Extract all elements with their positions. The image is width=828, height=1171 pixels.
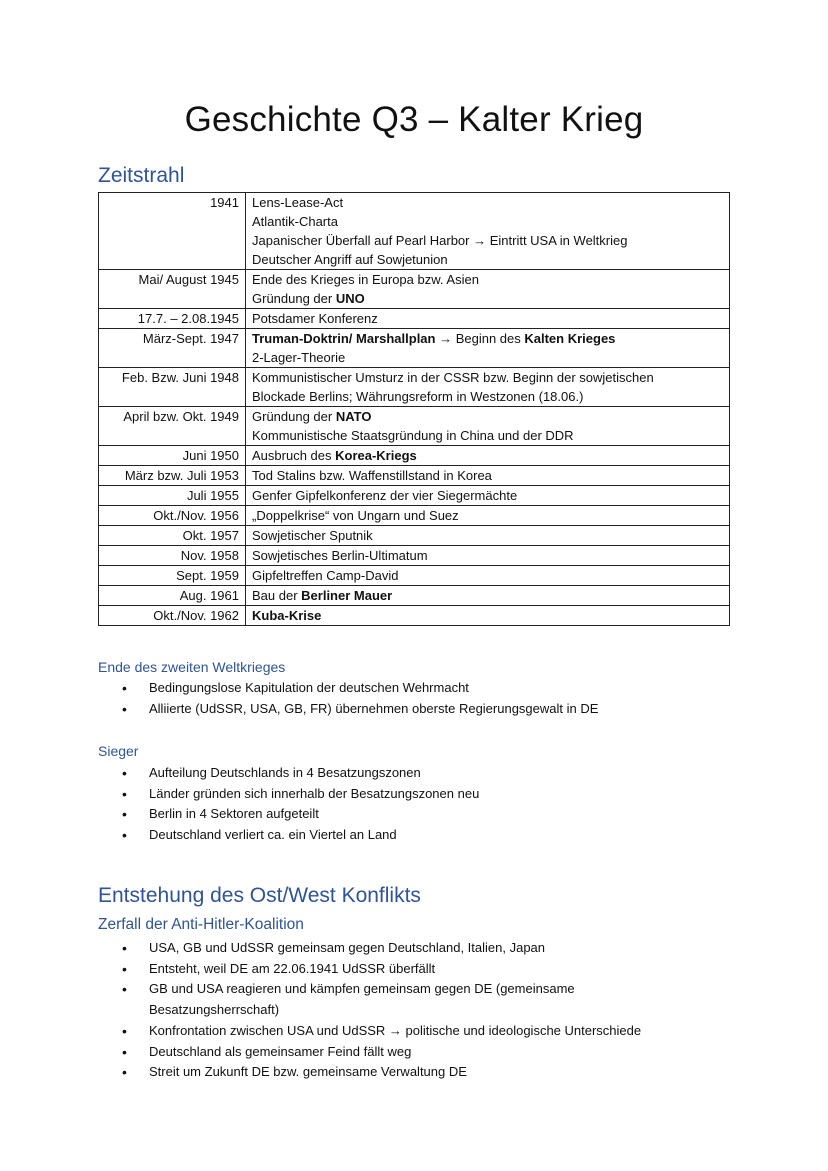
- bold-text: Berliner Mauer: [301, 588, 393, 603]
- list-item: • Deutschland verliert ca. ein Viertel an Land: [98, 825, 698, 846]
- table-row: [99, 546, 730, 566]
- table-row: [99, 193, 730, 270]
- table-row: [99, 506, 730, 526]
- table-row: [99, 309, 730, 329]
- page-title: Geschichte Q3 – Kalter Krieg: [184, 100, 644, 139]
- text-run: Gründung der: [252, 409, 336, 424]
- table-row: [99, 566, 730, 586]
- list-item: • GB und USA reagieren und kämpfen gemeinsam gegen DE (gemeinsame Besatzungsherrschaft): [98, 979, 698, 1020]
- list-entstehung: [98, 938, 698, 1083]
- timeline-date: 1941: [99, 193, 246, 270]
- timeline-event-line: [252, 606, 723, 625]
- table-row: [99, 329, 730, 368]
- timeline-date: Okt./Nov. 1956: [99, 506, 246, 526]
- timeline-events: [246, 446, 730, 466]
- text-run: Tod Stalins bzw. Waffenstillstand in Korea: [252, 468, 492, 483]
- bold-text: UNO: [335, 291, 365, 306]
- bold-text: Kuba-Krise: [252, 608, 322, 623]
- table-row: [99, 407, 730, 446]
- list-ende-weltkrieg: [98, 678, 698, 719]
- table-row: [99, 586, 730, 606]
- text-run: „Doppelkrise“ von Ungarn und Suez: [252, 508, 459, 523]
- timeline-events: [246, 526, 730, 546]
- timeline-event-line: [252, 368, 723, 387]
- table-row: [99, 368, 730, 407]
- text-run: 2-Lager-Theorie: [252, 350, 346, 365]
- table-row: [99, 486, 730, 506]
- heading-ende-weltkrieg: Ende des zweiten Weltkrieges: [98, 659, 286, 675]
- text-run: → Beginn des: [435, 331, 525, 346]
- list-item: • Länder gründen sich innerhalb der Besatzungszonen neu: [98, 784, 698, 805]
- timeline-date: März bzw. Juli 1953: [99, 466, 246, 486]
- bold-text: NATO: [335, 409, 372, 424]
- list-item: • Deutschland als gemeinsamer Feind fällt weg: [98, 1042, 698, 1063]
- timeline-table: [98, 192, 730, 626]
- heading-zeitstrahl: Zeitstrahl: [98, 164, 185, 187]
- timeline-date: Sept. 1959: [99, 566, 246, 586]
- timeline-event-line: [252, 329, 723, 348]
- timeline-date: Okt./Nov. 1962: [99, 606, 246, 626]
- text-run: Sowjetischer Sputnik: [252, 528, 373, 543]
- heading-zerfall: Zerfall der Anti-Hitler-Koalition: [98, 916, 304, 933]
- text-run: Kommunistischer Umsturz in der CSSR bzw. Beginn der sowjetischen: [252, 370, 654, 385]
- list-item: • Alliierte (UdSSR, USA, GB, FR) übernehmen oberste Regierungsgewalt in DE: [98, 699, 698, 720]
- table-row: [99, 466, 730, 486]
- text-run: Kommunistische Staatsgründung in China und der DDR: [252, 428, 574, 443]
- text-run: Potsdamer Konferenz: [252, 311, 378, 326]
- timeline-event-line: [252, 270, 723, 289]
- list-item: • Entsteht, weil DE am 22.06.1941 UdSSR überfällt: [98, 959, 698, 980]
- timeline-events: [246, 566, 730, 586]
- timeline-date: Juli 1955: [99, 486, 246, 506]
- text-run: Sowjetisches Berlin-Ultimatum: [252, 548, 428, 563]
- timeline-events: [246, 329, 730, 368]
- list-item: • Berlin in 4 Sektoren aufgeteilt: [98, 804, 698, 825]
- timeline-event-line: [252, 426, 723, 445]
- timeline-event-line: [252, 466, 723, 485]
- timeline-events: [246, 368, 730, 407]
- timeline-date: Okt. 1957: [99, 526, 246, 546]
- list-item: • Konfrontation zwischen USA und UdSSR → politische und ideologische Unterschiede: [98, 1021, 698, 1042]
- list-item: • USA, GB und UdSSR gemeinsam gegen Deutschland, Italien, Japan: [98, 938, 698, 959]
- heading-sieger: Sieger: [98, 743, 139, 759]
- text-run: Gipfeltreffen Camp-David: [252, 568, 399, 583]
- bold-text: Korea-Kriegs: [335, 448, 417, 463]
- timeline-event-line: [252, 446, 723, 465]
- text-run: Deutscher Angriff auf Sowjetunion: [252, 252, 448, 267]
- heading-entstehung: Entstehung des Ost/West Konflikts: [98, 884, 421, 907]
- text-run: Genfer Gipfelkonferenz der vier Siegermächte: [252, 488, 518, 503]
- timeline-event-line: [252, 212, 723, 231]
- table-row: [99, 526, 730, 546]
- timeline-date: Juni 1950: [99, 446, 246, 466]
- text-run: Bau der: [252, 588, 302, 603]
- timeline-events: [246, 466, 730, 486]
- timeline-events: [246, 270, 730, 309]
- bold-text: Kalten Krieges: [524, 331, 616, 346]
- timeline-events: [246, 193, 730, 270]
- text-run: Gründung der: [252, 291, 336, 306]
- table-row: [99, 270, 730, 309]
- timeline-events: [246, 606, 730, 626]
- timeline-event-line: [252, 546, 723, 565]
- timeline-event-line: [252, 193, 723, 212]
- timeline-event-line: [252, 289, 723, 308]
- timeline-event-line: [252, 309, 723, 328]
- table-row: [99, 446, 730, 466]
- list-item: • Bedingungslose Kapitulation der deutschen Wehrmacht: [98, 678, 698, 699]
- timeline-event-line: [252, 250, 723, 269]
- timeline-event-line: [252, 486, 723, 505]
- timeline-date: Nov. 1958: [99, 546, 246, 566]
- table-row: [99, 606, 730, 626]
- timeline-events: [246, 586, 730, 606]
- text-run: Japanischer Überfall auf Pearl Harbor → Eintritt USA in Weltkrieg: [252, 233, 628, 248]
- timeline-event-line: [252, 526, 723, 545]
- text-run: Lens-Lease-Act: [252, 195, 344, 210]
- text-run: Ende des Krieges in Europa bzw. Asien: [252, 272, 479, 287]
- timeline-event-line: [252, 586, 723, 605]
- timeline-event-line: [252, 506, 723, 525]
- timeline-events: [246, 486, 730, 506]
- list-item: • Streit um Zukunft DE bzw. gemeinsame Verwaltung DE: [98, 1062, 698, 1083]
- timeline-date: Mai/ August 1945: [99, 270, 246, 309]
- timeline-event-line: [252, 407, 723, 426]
- timeline-event-line: [252, 231, 723, 250]
- bold-text: Truman-Doktrin/ Marshallplan: [252, 331, 436, 346]
- timeline-date: März-Sept. 1947: [99, 329, 246, 368]
- timeline-event-line: [252, 387, 723, 406]
- timeline-events: [246, 309, 730, 329]
- text-run: Atlantik-Charta: [252, 214, 338, 229]
- timeline-event-line: [252, 566, 723, 585]
- timeline-events: [246, 506, 730, 526]
- list-item: • Aufteilung Deutschlands in 4 Besatzungszonen: [98, 763, 698, 784]
- timeline-date: Aug. 1961: [99, 586, 246, 606]
- timeline-date: 17.7. – 2.08.1945: [99, 309, 246, 329]
- text-run: Ausbruch des: [252, 448, 336, 463]
- timeline-event-line: [252, 348, 723, 367]
- timeline-events: [246, 546, 730, 566]
- timeline-events: [246, 407, 730, 446]
- timeline-date: April bzw. Okt. 1949: [99, 407, 246, 446]
- timeline-date: Feb. Bzw. Juni 1948: [99, 368, 246, 407]
- text-run: Blockade Berlins; Währungsreform in Westzonen (18.06.): [252, 389, 584, 404]
- list-sieger: [98, 763, 698, 846]
